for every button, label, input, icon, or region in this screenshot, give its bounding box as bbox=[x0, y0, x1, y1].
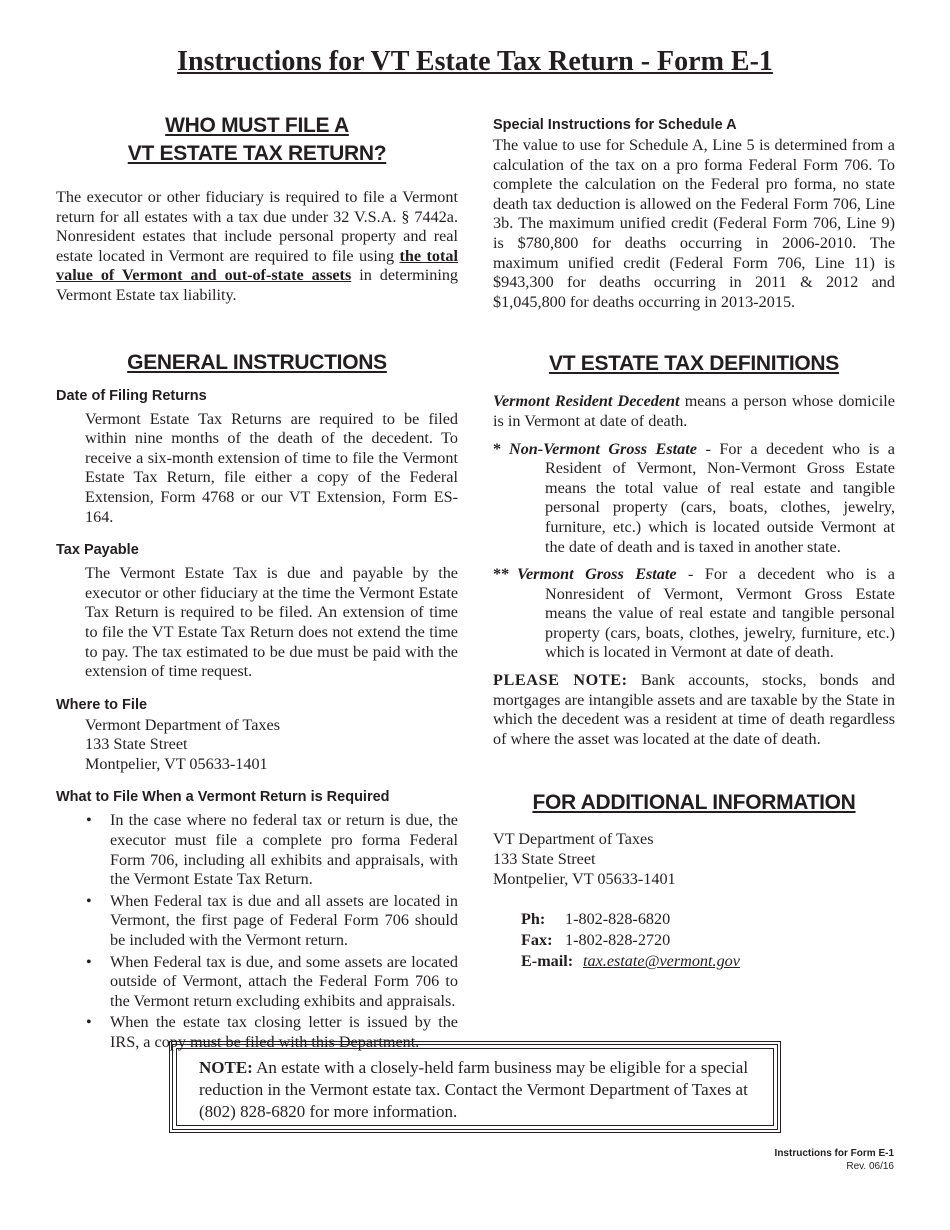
phone-value: 1-802-828-6820 bbox=[565, 910, 671, 929]
resident-decedent-term: Vermont Resident Decedent bbox=[493, 392, 680, 411]
definition-lead bbox=[493, 440, 697, 458]
additional-address-line: VT Department of Taxes bbox=[493, 830, 654, 849]
who-must-file-text-start: The executor or other fiduciary is required to file a Vermont return for all estates with a tax due under 32 V.S.A. § 7442a. Nonresident estates that include personal property and real estate located in Vermont are required to file using bbox=[56, 188, 458, 265]
footer-revision: Rev. 06/16 bbox=[846, 1161, 894, 1172]
phone-row bbox=[521, 909, 895, 930]
email-link[interactable]: tax.estate@vermont.gov bbox=[583, 952, 740, 971]
list-item bbox=[85, 892, 458, 951]
list-item-text: When Federal tax is due, and some assets are located outside of Vermont, attach the Federal Form 706 to the Vermont return excluding exhibits and appraisals. bbox=[110, 952, 458, 1010]
who-must-file-heading-line1: WHO MUST FILE A bbox=[165, 114, 349, 137]
please-note-text bbox=[493, 671, 895, 749]
left-column bbox=[56, 112, 458, 1055]
who-must-file-heading-line2: VT ESTATE TAX RETURN? bbox=[127, 142, 387, 165]
where-to-file-title: Where to File bbox=[56, 696, 148, 713]
please-note-body: Bank accounts, stocks, bonds and mortgages are intangible assets and are taxable by the State in which the decedent was a resident at time of death regardless of where the asset was located at the date of death. bbox=[493, 671, 896, 748]
note-body: An estate with a closely-held farm business may be eligible for a special reduction in the Vermont estate tax. Contact the Vermont Department of Taxes at (802) 828-6820 for more information. bbox=[199, 1058, 749, 1121]
date-of-filing-title: Date of Filing Returns bbox=[56, 387, 207, 404]
what-to-file-title: What to File When a Vermont Return is Required bbox=[56, 789, 390, 806]
who-must-file-emphasis: the total value of Vermont and out-of-state assets bbox=[56, 246, 458, 285]
who-must-file-text bbox=[56, 188, 458, 306]
additional-info-heading: FOR ADDITIONAL INFORMATION bbox=[532, 791, 856, 815]
resident-decedent-definition bbox=[493, 392, 895, 431]
note-text bbox=[199, 1057, 751, 1123]
bullet-icon: • bbox=[86, 1013, 92, 1032]
right-column bbox=[493, 112, 895, 972]
where-to-file-line: Montpelier, VT 05633-1401 bbox=[85, 754, 268, 773]
note-inner-frame bbox=[176, 1048, 774, 1126]
non-vermont-gross-estate-text: - For a decedent who is a Resident of Vermont, Non-Vermont Gross Estate means the total value of real estate and tangible personal property (cars, boats, clothes, jewelry, furniture, etc.) which is located outside Vermont at the date of death and is taxed in another state. bbox=[545, 439, 895, 556]
fax-value: 1-802-828-2720 bbox=[565, 931, 671, 950]
non-vermont-gross-estate-term: Non-Vermont Gross Estate bbox=[509, 439, 697, 458]
double-asterisk-icon: ** bbox=[493, 565, 510, 584]
list-item bbox=[85, 953, 458, 1012]
fax-row bbox=[521, 930, 895, 951]
list-item-text: When the estate tax closing letter is issued by the IRS, a copy must be filed with this Department. bbox=[110, 1013, 458, 1051]
where-to-file-line: 133 State Street bbox=[85, 735, 188, 754]
page-title: Instructions for VT Estate Tax Return - Form E-1 bbox=[177, 46, 773, 77]
tax-payable-text: The Vermont Estate Tax is due and payable by the executor or other fiduciary at the time the Vermont Estate Tax Return is required to be filed. An extension of time to file the VT Estate Tax Return does not extend the time to pay. The tax estimated to be due must be paid with the extension of time request. bbox=[85, 564, 458, 681]
additional-address-line: 133 State Street bbox=[493, 850, 596, 869]
tax-payable-title: Tax Payable bbox=[56, 542, 139, 559]
definitions-heading: VT ESTATE TAX DEFINITIONS bbox=[548, 352, 839, 376]
fax-label: Fax: bbox=[521, 931, 553, 950]
what-to-file-list bbox=[56, 811, 458, 1052]
email-label: E-mail: bbox=[521, 952, 574, 971]
resident-decedent-text: means a person whose domicile is in Vermont at date of death. bbox=[493, 392, 895, 430]
please-note-label: PLEASE NOTE: bbox=[493, 671, 628, 690]
vermont-gross-estate-term: Vermont Gross Estate bbox=[517, 565, 677, 584]
bullet-icon: • bbox=[86, 891, 92, 910]
schedule-a-text: The value to use for Schedule A, Line 5 is determined from a calculation of the tax on a pro forma Federal Form 706. To complete the calculation on the Federal pro forma, no state death tax deduction is allowed on the Federal Form 706, Line 3b. The maximum unified credit (Federal Form 706, Line 9) is $780,800 for deaths occurring in 2006-2010. The maximum unified credit (Federal Form 706, Line 11) is $943,300 for deaths occurring in 2011 & 2012 and $1,045,800 for deaths occurring in 2013-2015. bbox=[493, 136, 895, 311]
vermont-gross-estate-text: - For a decedent who is a Nonresident of Vermont, Vermont Gross Estate means the value of real estate and tangible personal property (cars, boats, clothes, jewelry, furniture, etc.) which is located in Vermont at date of death. bbox=[545, 565, 895, 662]
email-row bbox=[521, 951, 895, 972]
note-label: NOTE: bbox=[199, 1058, 253, 1077]
list-item-text: In the case where no federal tax or return is due, the executor must file a complete pro forma Federal Form 706, including all exhibits and appraisals, with the Vermont Estate Tax Return. bbox=[110, 811, 458, 889]
who-must-file-heading bbox=[56, 112, 458, 168]
farm-business-note-box bbox=[169, 1041, 781, 1133]
date-of-filing-text: Vermont Estate Tax Returns are required to be filed within nine months of the death of the decedent. To receive a six-month extension of time to file the Vermont Estate Tax Return, file either a copy of the Federal Extension, Form 4768 or our VT Extension, Form ES-164. bbox=[85, 409, 458, 526]
page-footer bbox=[775, 1147, 894, 1173]
bullet-icon: • bbox=[86, 952, 92, 971]
list-item-text: When Federal tax is due and all assets are located in Vermont, the first page of Federal Form 706 should be included with the Vermont return. bbox=[110, 891, 458, 950]
additional-address-line: Montpelier, VT 05633-1401 bbox=[493, 870, 676, 889]
additional-info-address bbox=[493, 829, 895, 889]
who-must-file-text-end: in determining Vermont Estate tax liability. bbox=[56, 266, 459, 304]
asterisk-icon: * bbox=[493, 439, 502, 458]
phone-label: Ph: bbox=[521, 910, 546, 929]
where-to-file-address bbox=[56, 716, 458, 775]
list-item bbox=[85, 811, 458, 889]
where-to-file-line: Vermont Department of Taxes bbox=[85, 715, 281, 734]
definition-lead bbox=[493, 565, 677, 583]
schedule-a-title: Special Instructions for Schedule A bbox=[493, 117, 737, 133]
footer-form-name: Instructions for Form E-1 bbox=[774, 1148, 894, 1159]
contact-details bbox=[521, 909, 895, 972]
general-instructions-heading: GENERAL INSTRUCTIONS bbox=[127, 350, 387, 374]
vermont-gross-estate-definition bbox=[493, 565, 895, 663]
bullet-icon: • bbox=[86, 811, 92, 830]
non-vermont-gross-estate-definition bbox=[493, 440, 895, 558]
